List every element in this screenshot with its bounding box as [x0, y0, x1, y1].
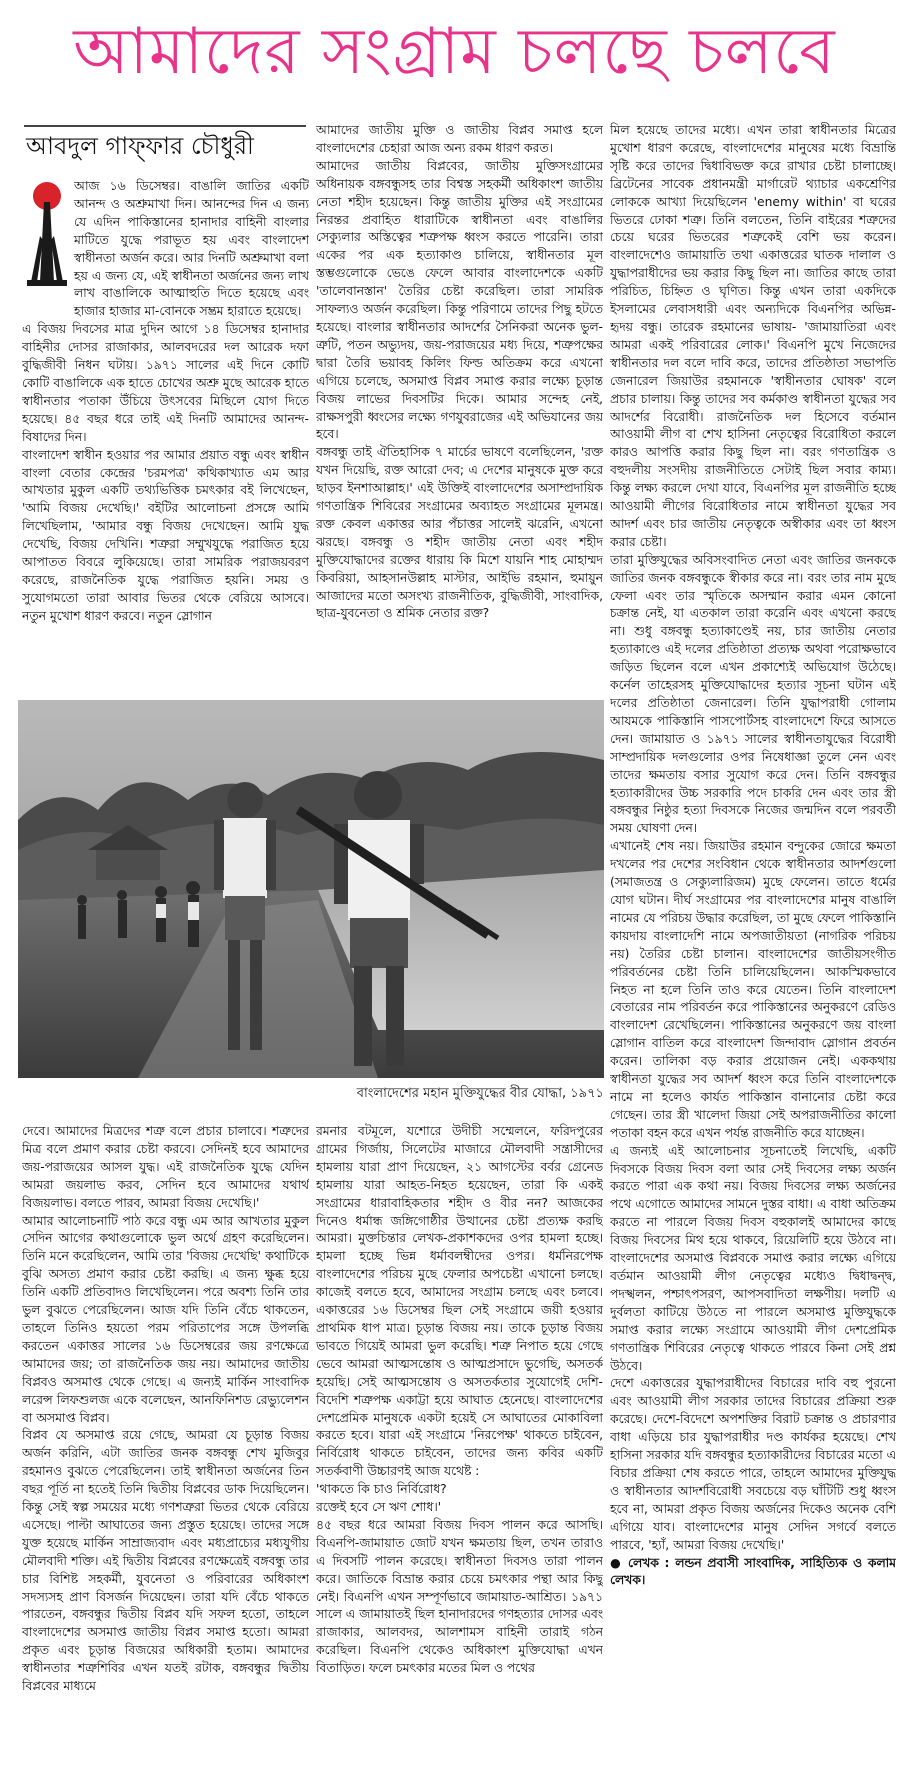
paragraph: দেবে। আমাদের মিত্রদের শত্রু বলে প্রচার চালাবে। শত্রুদের মিত্র বলে প্রমাণ করার চেষ্টা করবে। সেদিনই হবে আমাদের জয়-পরাজয়ের আসল যুদ্ধ। এই রাজনৈতিক যুদ্ধে যেদিন আমরা জয়লাভ করব, সেদিন হবে আমাদের যথার্থ বিজয়লাভ। বলতে পারব, আমরা বিজয় দেখেছি।' [22, 1124, 309, 1210]
article-column-2-bottom [316, 1123, 603, 1763]
article-column-3 [610, 122, 896, 1767]
lead-paragraph-wrap [22, 178, 309, 321]
freedom-fighters-photo [18, 700, 604, 1078]
article-column-2-top [316, 122, 603, 698]
paragraph: এখানেই শেষ নয়। জিয়াউর রহমান বন্দুকের জোরে ক্ষমতা দখলের পর দেশের সংবিধান থেকে স্বাধীনতার আদর্শগুলো (সমাজতন্ত্র ও সেক্যুলারিজম) মুছে ফেলেন। তাতে ধর্মের যোগ ঘটান। দীর্ঘ সংগ্রামের পর বাংলাদেশের মানুষ বাঙালি নামের যে পরিচয় উদ্ধার করেছিল, তা মুছে ফেলে পাকিস্তানি কায়দায় বাংলাদেশি নামে অপজাতীয়তা (নাগরিক পরিচয় নয়) তৈরির চেষ্টা চালান। বাংলাদেশের জাতীয়সংগীত পরিবর্তনের চেষ্টা তিনি চালিয়েছিলেন। আকস্মিকভাবে নিহত না হলে তিনি তাও করে যেতেন। তিনি বাংলাদেশ বেতারের নাম পরিবর্তন করে পাকিস্তানের অনুকরণে রেডিও বাংলাদেশ রেখেছিলেন। পাকিস্তানের অনুকরণে জয় বাংলা স্লোগান বাতিল করে বাংলাদেশ জিন্দাবাদ স্লোগান প্রবর্তন করেন। তালিকা বড় করার প্রয়োজন নেই। এককথায় স্বাধীনতা যুদ্ধের সব আদর্শ ধ্বংস করে তিনি বাংলাদেশকে নামে না হলেও কার্যত পাকিস্তান বানানোর চেষ্টা করে গেছেন। তার স্ত্রী খালেদা জিয়া সেই অপরাজনীতির কালো পতাকা বহন করে এখন পর্যন্ত রাজনীতি করে যাচ্ছেন। [610, 839, 896, 1140]
paragraph: ৪৫ বছর ধরে আমরা বিজয় দিবস পালন করে আসছি। বিএনপি-জামায়াত জোট যখন ক্ষমতায় ছিল, তখন তারাও এ দিবসটি পালন করেছে। স্বাধীনতা দিবসও তারা পালন করে। জাতিকে বিভ্রান্ত করার চেয়ে চমৎকার পন্থা আর কিছু নেই। বিএনপি এখন সম্পূর্ণভাবে জামায়াত-আশ্রিত। ১৯৭১ সালে এ জামায়াতই ছিল হানাদারদের গণহত্যার দোসর এবং রাজাকার, আলবদর, আলশামস বাহিনী তারাই গঠন করেছিল। বিএনপি থেকেও অধিকাংশ মুক্তিযোদ্ধা এখন বিতাড়িত। ফলে চমৎকার মতের মিল ও পথের [316, 1517, 603, 1676]
paragraph: আমাদের জাতীয় মুক্তি ও জাতীয় বিপ্লব সমাপ্ত হলে বাংলাদেশের চেহারা আজ অন্য রকম ধারণ করত। [316, 123, 603, 155]
paragraph: এ বিজয় দিবসের মাত্র দুদিন আগে ১৪ ডিসেম্বর হানাদার বাহিনীর দোসর রাজাকার, আলবদরের দল আরেক দফা বুদ্ধিজীবী নিধন ঘটায়। ১৯৭১ সালের এই দিনে কোটি কোটি বাঙালিকে এক হাতে চোখের অশ্রু মুছে আরেক হাতে স্বাধীনতার পতাকা উঁচিয়ে উৎসবের মিছিলে যোগ দিতে হয়েছে। ৪৫ বছর ধরে তাই এই দিনটি আমাদের আনন্দ-বিষাদের দিন। [22, 322, 309, 444]
paragraph: দেশে একাত্তরের যুদ্ধাপরাধীদের বিচারের দাবি বহু পুরনো এবং আওয়ামী লীগ সরকার তাদের বিচারের প্রক্রিয়া শুরু করেছে। দেশে-বিদেশে অপশক্তির বিরাট চক্রান্ত ও প্রচারণার বাধা এড়িয়ে চার যুদ্ধাপরাধীর দণ্ড কার্যকর হয়েছে। শেখ হাসিনা সরকার যদি বঙ্গবন্ধুর হত্যাকারীদের বিচারের মতো এ বিচার প্রক্রিয়া শেষ করতে পারে, তাহলে আমাদের মুক্তিযুদ্ধ ও স্বাধীনতার আদর্শবিরোধী সবচেয়ে বড় ঘাঁটিটি শুধু ধ্বংস হবে না, আমরা প্রকৃত বিজয় অর্জনের দিকেও অনেক বেশি এগিয়ে যাব। বাংলাদেশের মানুষ সেদিন সগর্বে বলতে পারবে, 'হ্যাঁ, আমরা বিজয় দেখেছি।' [610, 1376, 896, 1552]
headline: আমাদের সংগ্রাম চলছে চলবে [73, 15, 836, 89]
paragraph: আমাদের জাতীয় বিপ্লবের, জাতীয় মুক্তিসংগ্রামের অধিনায়ক বঙ্গবন্ধুসহ তার বিশ্বস্ত সহকর্মী অধিকাংশ জাতীয় নেতা শহীদ হয়েছেন। কিন্তু জাতীয় মুক্তির এই সংগ্রামের নিরন্তর প্রবাহিত ধারাটিকে স্বাধীনতা এবং বাঙালির সেক্যুলার অস্তিত্বের শত্রুপক্ষ ধ্বংস করতে পারেনি। তারা একের পর এক হত্যাকাণ্ড চালিয়ে, স্বাধীনতার মূল স্তম্ভগুলোকে ভেঙে ফেলে আবার বাংলাদেশকে একটি 'তালেবানস্তান' তৈরির চেষ্টা করেছিল। তারা সামরিক সাফল্যও অর্জন করেছিল। কিন্তু পরিণামে তাদের পিছু হটতে হয়েছে। বাংলার স্বাধীনতার আদর্শের সৈনিকরা অনেক ভুল-ত্রুটি, পতন অভ্যুদয়, জয়-পরাজয়ের মধ্য দিয়ে, শত্রুপক্ষের দ্বারা তৈরি ভয়াবহ কিলিং ফিল্ড অতিক্রম করে এখনো এগিয়ে চলেছে, অসমাপ্ত বিপ্লব সমাপ্ত করার লক্ষ্যে চূড়ান্ত বিজয় লাভের দিবসটির দিকে। আমার সন্দেহ নেই, রাক্ষসপুরী ধ্বংসের লক্ষ্যে গণযুবরাজের এই অভিযানের জয় হবে। [316, 158, 603, 442]
paragraph: বিপ্লব যে অসমাপ্ত রয়ে গেছে, আমরা যে চূড়ান্ত বিজয় অর্জন করিনি, এটা জাতির জনক বঙ্গবন্ধু শেখ মুজিবুর রহমানও বুঝতে পেরেছিলেন। তাই স্বাধীনতা অর্জনের তিন বছর পূর্তি না হতেই তিনি দ্বিতীয় বিপ্লবের ডাক দিয়েছিলেন। কিন্তু সেই স্বল্প সময়ের মধ্যে গণশত্রুরা ভিতর থেকে বেরিয়ে এসেছে। পাল্টা আঘাতের জন্য প্রস্তুত হয়েছে। তাদের সঙ্গে যুক্ত হয়েছে মার্কিন সাম্রাজ্যবাদ এবং মধ্যপ্রাচ্যের মধ্যযুগীয় মৌলবাদী শক্তি। এই দ্বিতীয় বিপ্লবের রণক্ষেত্রেই বঙ্গবন্ধু তার চার বিশিষ্ট সহকর্মী, যুবনেতা ও পরিবারের অধিকাংশ সদস্যসহ প্রাণ বিসর্জন দিয়েছেন। তারা যদি বেঁচে থাকতে পারতেন, বঙ্গবন্ধুর দ্বিতীয় বিপ্লব যদি সফল হতো, তাহলে বাংলাদেশের অসমাপ্ত জাতীয় বিপ্লব সমাপ্ত হতো। আমরা প্রকৃত এবং চূড়ান্ত বিজয়ের অধিকারী হতাম। আমাদের স্বাধীনতার শত্রুশিবির এখন যতই রটাক, বঙ্গবন্ধুর দ্বিতীয় বিপ্লবের মাধ্যমে [22, 1428, 309, 1694]
poem-line: রক্তেই হবে সে ঋণ শোধ।' [316, 1500, 442, 1515]
paragraph: বঙ্গবন্ধু তাই ঐতিহাসিক ৭ মার্চের ভাষণে বলেছিলেন, 'রক্ত যখন দিয়েছি, রক্ত আরো দেব; এ দেশের মানুষকে মুক্ত করে ছাড়ব ইনশাআল্লাহ।' এই উক্তিই বাংলাদেশের অসাম্প্রদায়িক গণতান্ত্রিক শিবিরের সংগ্রামের অব্যাহত সংগ্রামের মূলমন্ত্র। রক্ত কেবল একাত্তর আর পঁচাত্তর সালেই ঝরেনি, এখনো ঝরছে। বঙ্গবন্ধু ও শহীদ জাতীয় নেতা এবং শহীদ মুক্তিযোদ্ধাদের রক্তের ধারায় কি মিশে যায়নি শাহ মোহাম্মদ কিবরিয়া, আহসানউল্লাহ মাস্টার, আইভি রহমান, হুমায়ুন আজাদের মতো অসংখ্য রাজনীতিক, বুদ্ধিজীবী, সাংবাদিক, ছাত্র-যুবনেতা ও শ্রমিক নেতার রক্ত? [316, 445, 603, 621]
article-column-1-bottom [22, 1123, 309, 1763]
byline-divider [24, 125, 306, 127]
paragraph: মিল হয়েছে তাদের মধ্যে। এখন তারা স্বাধীনতার মিত্রের মুখোশ ধারণ করেছে, বাংলাদেশের মানুষের মধ্যে বিভ্রান্তি সৃষ্টি করে তাদের দ্বিধাবিভক্ত করে রাখার চেষ্টা চালাচ্ছে। ব্রিটেনের সাবেক প্রধানমন্ত্রী মার্গারেট থ্যাচার একশ্রেণির লোককে আখ্যা দিয়েছিলেন 'enemy within' বা ঘরের ভিতরে ঢোকা শত্রু। তিনি বলতেন, তিনি বাইরের শত্রুদের চেয়ে ঘরের ভিতরের শত্রুকেই বেশি ভয় করেন। বাংলাদেশেও জামায়াতি তথা একাত্তরের ঘাতক দালাল ও যুদ্ধাপরাধীদের ভয় করার কিছু ছিল না। জাতির কাছে তারা পরিচিত, চিহ্নিত ও ঘৃণিত। কিন্তু এখন তারা একদিকে ইসলামের লেবাসধারী এবং অন্যদিকে বিএনপির অভিন্ন-হৃদয় বন্ধু। তারেক রহমানের ভাষায়- 'জামায়াতিরা এবং আমরা একই পরিবারের লোক।' বিএনপি মুখে নিজেদের স্বাধীনতার দল বলে দাবি করে, তাদের প্রতিষ্ঠাতা সভাপতি জেনারেল জিয়াউর রহমানকে 'স্বাধীনতার ঘোষক' বলে প্রচার চালায়। কিন্তু তাদের সব কর্মকাণ্ড স্বাধীনতা যুদ্ধের সব আদর্শের বিরোধী। রাজনৈতিক দল হিসেবে বর্তমান আওয়ামী লীগ বা শেখ হাসিনা নেতৃত্বের বিরোধিতা করলে কারও আপত্তি করার কিছু ছিল না। বরং গণতান্ত্রিক ও বহুদলীয় সংসদীয় রাজনীতিতে সেটাই ছিল সবার কাম্য। কিন্তু লক্ষ্য করলে দেখা যাবে, বিএনপির মূল রাজনীতি হচ্ছে আওয়ামী লীগের বিরোধিতার নামে স্বাধীনতা যুদ্ধের সব আদর্শ এবং চার জাতীয় নেতৃত্বকে অস্বীকার এবং তা ধ্বংস করার চেষ্টা। [610, 123, 896, 549]
paragraph: এ জন্যই এই আলোচনার সূচনাতেই লিখেছি, একটি দিবসকে বিজয় দিবস বলা আর সেই দিবসের লক্ষ্য অর্জন করতে পারা এক কথা নয়। বিজয় দিবসের লক্ষ্য অর্জনের পথে এগোতে আমাদের সামনে দুস্তর বাধা। এ বাধা অতিক্রম করতে না পারলে বিজয় দিবস বহুকালই আমাদের কাছে বিজয় দিবসের মিথ হয়ে থাকবে, রিয়েলিটি হয়ে উঠবে না। বাংলাদেশের অসমাপ্ত বিপ্লবকে সমাপ্ত করার লক্ষ্যে এগিয়ে বর্তমান আওয়ামী লীগ নেতৃত্বের মধ্যেও দ্বিধাদ্বন্দ্ব, পদস্খলন, পশ্চাৎপসরণ, আপসবাদিতা লক্ষণীয়। দলটি এ দুর্বলতা কাটিয়ে উঠতে না পারলে অসমাপ্ত মুক্তিযুদ্ধকে সমাপ্ত করার লক্ষ্যে সংগ্রামে আওয়ামী লীগ দেশপ্রেমিক গণতান্ত্রিক শিবিরের নেতৃত্বে থাকতে পারবে কিনা সেই প্রশ্ন উঠবে। [610, 1143, 896, 1373]
photo-caption: বাংলাদেশের মহান মুক্তিযুদ্ধের বীর যোদ্ধা, ১৯৭১ [356, 1086, 604, 1101]
author-note: ● লেখক : লন্ডন প্রবাসী সাংবাদিক, সাহিত্যিক ও কলাম লেখক। [610, 1555, 896, 1588]
poem-line: 'থাকতে কি চাও নির্বিরোধ? [316, 1482, 447, 1497]
paragraph: আজ ১৬ ডিসেম্বর। বাঙালি জাতির একটি আনন্দ ও অশ্রুমাখা দিন। আনন্দের দিন এ জন্য যে এদিন পাকিস্তানের হানাদার বাহিনী বাংলার মাটিতে যুদ্ধে পরাভূত হয় এবং বাংলাদেশ স্বাধীনতা অর্জন করে। আর দিনটি অশ্রুমাখা বলা হয় এ জন্য যে, এই স্বাধীনতা অর্জনের জন্য লাখ লাখ বাঙালিকে আত্মাহুতি দিতে হয়েছে এবং হাজার হাজার মা-বোনকে সম্ভ্রম হারাতে হয়েছে। [74, 179, 309, 319]
paragraph: রমনার বটমূলে, যশোরে উদীচী সম্মেলনে, ফরিদপুরের গ্রামের গির্জায়, সিলেটের মাজারে মৌলবাদী সন্ত্রাসীদের হামলায় যারা প্রাণ দিয়েছেন, ২১ আগস্টের বর্বর গ্রেনেড হামলায় যারা আহত-নিহত হয়েছেন, তারা কি একই সংগ্রামের ধারাবাহিকতার শহীদ ও বীর নন? আজকের দিনেও ধর্মান্ধ জঙ্গিগোষ্ঠীর উত্থানের চেষ্টা প্রত্যক্ষ করছি আমরা। মুক্তচিন্তার লেখক-প্রকাশকদের ওপর হামলা হচ্ছে। হামলা হচ্ছে ভিন্ন ধর্মাবলম্বীদের ওপর। ধর্মনিরপেক্ষ বাংলাদেশের পরিচয় মুছে ফেলার অপচেষ্টা এখানো চলছে। কাজেই বলতে হবে, আমাদের সংগ্রাম চলছে এবং চলবে। একাত্তরের ১৬ ডিসেম্বর ছিল সেই সংগ্রামে জয়ী হওয়ার প্রাথমিক ধাপ মাত্র। চূড়ান্ত বিজয় নয়। তাকে চূড়ান্ত বিজয় ভাবতে গিয়েই আমরা ভুল করেছি। শত্রু নিপাত হয়ে গেছে ভেবে আমরা আত্মসন্তোষ ও আত্মপ্রসাদে ভুগেছি, অসতর্ক হয়েছি। সেই আত্মসন্তোষ ও অসতর্কতার সুযোগেই দেশি-বিদেশি শত্রুপক্ষ একাট্টা হয়ে আঘাত হেনেছে। বাংলাদেশের দেশপ্রেমিক মানুষকে একটা হয়েই সে আঘাতের মোকাবিলা করতে হবে। যারা এই সংগ্রামে 'নিরপেক্ষ' থাকতে চাইবেন, নির্বিরোধ থাকতে চাইবেন, তাদের জন্য কবির একটি সতর্কবাণী উচ্চারণই আজ যথেষ্ট : [316, 1124, 603, 1479]
paragraph: বাংলাদেশ স্বাধীন হওয়ার পর আমার প্রয়াত বন্ধু এবং স্বাধীন বাংলা বেতার কেন্দ্রের 'চরমপত্র' কথিকাখ্যাত এম আর আখতার মুকুল একটি তথ্যভিত্তিক চমৎকার বই লিখেছেন, 'আমি বিজয় দেখেছি।' বইটির আলোচনা প্রসঙ্গে আমি লিখেছিলাম, 'আমার বন্ধু বিজয় দেখেছেন। আমি যুদ্ধ দেখেছি, বিজয় দেখিনি। শত্রুরা সম্মুখযুদ্ধে পরাজিত হয়ে আপাতত বিবরে লুকিয়েছে। তারা সামরিক পরাজয়বরণ করেছে, রাজনৈতিক যুদ্ধে পরাজিত হয়নি। সময় ও সুযোগমতো তারা আবার ভিতর থেকে বেরিয়ে আসবে। নতুন মুখোশ ধারণ করবে। নতুন স্লোগান [22, 447, 309, 623]
byline: আবদুল গাফ্‌ফার চৌধুরী [26, 132, 254, 160]
photo-illustration [18, 700, 604, 1078]
paragraph: আমার আলোচনাটি পাঠ করে বন্ধু এম আর আখতার মুকুল সেদিন আগের কথাগুলোকে ভুল অর্থে গ্রহণ করেছিলেন। তিনি মনে করেছিলেন, আমি তার 'বিজয় দেখেছি' কথাটিকে বুঝি অসত্য প্রমাণ করার চেষ্টা করছি। এ জন্য ক্ষুব্ধ হয়ে তিনি একটি প্রতিবাদও লিখেছিলেন। পরে অবশ্য তিনি তার ভুল বুঝতে পেরেছিলেন। আজ যদি তিনি বেঁচে থাকতেন, তাহলে তিনিও হয়তো পরম পরিতাপের সঙ্গে উপলব্ধি করতেন একাত্তর সালের ১৬ ডিসেম্বরের জয় রণক্ষেত্রে আমাদের জয়; তা রাজনৈতিক জয় নয়। আমাদের জাতীয় বিপ্লবও অসমাপ্ত থেকে গেছে। এ জন্যই মার্কিন সাংবাদিক লরেন্স লিফশুলজ একে বলেছেন, আনফিনিশড রেভ্যুলেশন বা অসমাপ্ত বিপ্লব। [22, 1213, 309, 1425]
article-column-1-top [22, 178, 309, 700]
paragraph: তারা মুক্তিযুদ্ধের অবিসংবাদিত নেতা এবং জাতির জনককে জাতির জনক বঙ্গবন্ধুকে স্বীকার করে না। বরং তার নাম মুছে ফেলা এবং তার স্মৃতিকে অসম্মান করার এমন কোনো চক্রান্ত নেই, যা এতকাল তারা করেনি এবং এখনো করছে না। শুধু বঙ্গবন্ধু হত্যাকাণ্ডেই নয়, চার জাতীয় নেতার হত্যাকাণ্ডে এই দলের প্রতিষ্ঠাতা প্রত্যক্ষ অথবা পরোক্ষভাবে জড়িত ছিলেন বলে এখন প্রকাশ্যেই অভিযোগ উঠেছে। কর্নেল তাহেরসহ মুক্তিযোদ্ধাদের হত্যার সূচনা ঘটান এই দলের প্রতিষ্ঠাতা জেনারেল। তিনি যুদ্ধাপরাধী গোলাম আযমকে পাকিস্তানি পাসপোর্টসহ বাংলাদেশে ফিরে আসতে দেন। জামায়াত ও ১৯৭১ সালের স্বাধীনতাযুদ্ধের বিরোধী সাম্প্রদায়িক দলগুলোর ওপর নিষেধাজ্ঞা তুলে নেন এবং তাদের ক্ষমতায় বসার সুযোগ করে দেন। তিনি বঙ্গবন্ধুর হত্যাকারীদের উচ্চ সরকারি পদে চাকরি দেন এবং তার স্ত্রী বঙ্গবন্ধুর নিষ্ঠুর হত্যা দিবসকে নিজের জন্মদিন বলে পরবর্তী সময় ঘোষণা দেন। [610, 552, 896, 836]
